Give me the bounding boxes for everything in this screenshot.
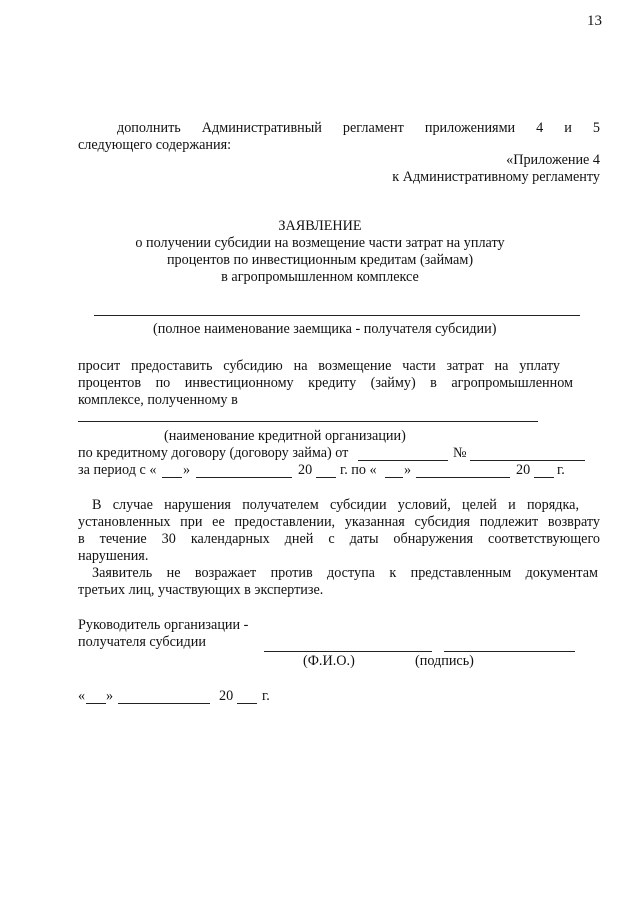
contract-number-sign: № bbox=[453, 445, 467, 461]
credit-org-caption: (наименование кредитной организации) bbox=[164, 428, 406, 444]
signature-sign-line bbox=[444, 651, 575, 652]
date-open-quote: « bbox=[78, 688, 86, 704]
borrower-name-line bbox=[94, 315, 580, 316]
date-year-prefix: 20 bbox=[219, 688, 234, 704]
consent-line-2: третьих лиц, участвующих в экспертизе. bbox=[78, 582, 324, 598]
violation-line-3: в течение 30 календарных дней с даты обнаружения соответствующего bbox=[78, 531, 600, 547]
date-month-line bbox=[118, 703, 210, 704]
period-end-month-line bbox=[416, 477, 510, 478]
period-year-prefix: 20 bbox=[298, 462, 313, 478]
consent-line-1: Заявитель не возражает против доступа к представленным документам bbox=[92, 565, 598, 581]
period-end-year-line bbox=[534, 477, 554, 478]
request-line-1: просит предоставить субсидию на возмещение части затрат на уплату bbox=[78, 358, 560, 374]
contract-date-line bbox=[358, 460, 448, 461]
date-close-quote: » bbox=[106, 688, 114, 704]
appendix-line-1: «Приложение 4 bbox=[506, 152, 600, 168]
page-number: 13 bbox=[587, 13, 602, 29]
heading-line-3: в агропромышленном комплексе bbox=[221, 269, 419, 285]
violation-line-2: установленных при ее предоставлении, указанная субсидия подлежит возврату bbox=[78, 514, 600, 530]
credit-org-line bbox=[78, 421, 538, 422]
period-end-day-line bbox=[385, 477, 403, 478]
heading-line-1: о получении субсидии на возмещение части затрат на уплату bbox=[135, 235, 505, 251]
contract-prefix: по кредитному договору (договору займа) от bbox=[78, 445, 349, 461]
signature-sign-caption: (подпись) bbox=[415, 653, 474, 669]
date-year-suffix: г. bbox=[262, 688, 270, 704]
period-year-prefix-2: 20 bbox=[516, 462, 531, 478]
violation-line-1: В случае нарушения получателем субсидии условий, целей и порядка, bbox=[92, 497, 579, 513]
heading-line-2: процентов по инвестиционным кредитам (займам) bbox=[166, 252, 474, 268]
period-close-quote-2: » bbox=[404, 462, 412, 478]
period-close-quote: » bbox=[183, 462, 191, 478]
request-line-2: процентов по инвестиционному кредиту (займу) в агропромышленном bbox=[78, 375, 573, 391]
intro-line-2: следующего содержания: bbox=[78, 137, 232, 153]
period-start-day-line bbox=[162, 477, 182, 478]
violation-line-4: нарушения. bbox=[78, 548, 149, 564]
period-start-year-line bbox=[316, 477, 336, 478]
signature-line-2: получателя субсидии bbox=[78, 634, 206, 650]
date-year-line bbox=[237, 703, 257, 704]
date-day-line bbox=[86, 703, 106, 704]
signature-fio-line bbox=[264, 651, 432, 652]
appendix-line-2: к Административному регламенту bbox=[392, 169, 600, 185]
period-year-suffix-2: г. bbox=[557, 462, 565, 478]
contract-number-line bbox=[470, 460, 585, 461]
document-title: ЗАЯВЛЕНИЕ bbox=[278, 218, 362, 234]
period-start-month-line bbox=[196, 477, 292, 478]
period-year-suffix: г. по « bbox=[340, 462, 377, 478]
period-prefix: за период с « bbox=[78, 462, 157, 478]
borrower-caption: (полное наименование заемщика - получателя субсидии) bbox=[153, 321, 497, 337]
request-line-3: комплексе, полученному в bbox=[78, 392, 238, 408]
signature-line-1: Руководитель организации - bbox=[78, 617, 249, 633]
signature-fio-caption: (Ф.И.О.) bbox=[303, 653, 355, 669]
intro-line-1: дополнить Административный регламент приложениями 4 и 5 bbox=[117, 120, 600, 136]
